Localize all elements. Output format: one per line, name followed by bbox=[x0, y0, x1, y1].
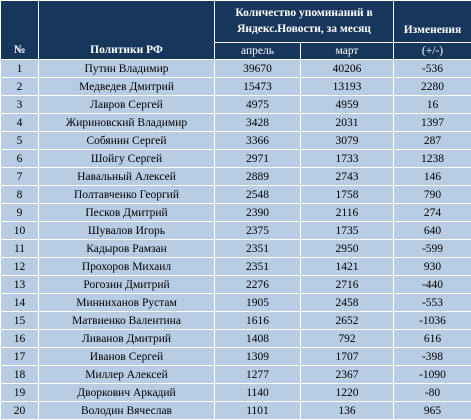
cell-number[interactable]: 16 bbox=[1, 330, 39, 348]
cell-politician-name[interactable]: Кадыров Рамзан bbox=[39, 240, 215, 258]
cell-march-count[interactable]: 1735 bbox=[301, 222, 394, 240]
cell-march-count[interactable]: 2367 bbox=[301, 366, 394, 384]
cell-march-count[interactable]: 4959 bbox=[301, 96, 394, 114]
cell-march-count[interactable]: 13193 bbox=[301, 78, 394, 96]
cell-april-count[interactable]: 3428 bbox=[215, 114, 301, 132]
cell-number[interactable]: 1 bbox=[1, 60, 39, 78]
cell-number[interactable]: 7 bbox=[1, 168, 39, 186]
cell-march-count[interactable]: 2116 bbox=[301, 204, 394, 222]
cell-change[interactable]: 790 bbox=[394, 186, 471, 204]
cell-politician-name[interactable]: Жириновский Владимир bbox=[39, 114, 215, 132]
cell-politician-name[interactable]: Шойгу Сергей bbox=[39, 150, 215, 168]
cell-april-count[interactable]: 2548 bbox=[215, 186, 301, 204]
table-row[interactable] bbox=[1, 276, 471, 294]
cell-april-count[interactable]: 1905 bbox=[215, 294, 301, 312]
cell-april-count[interactable]: 2390 bbox=[215, 204, 301, 222]
cell-number[interactable]: 11 bbox=[1, 240, 39, 258]
column-header-march[interactable]: март bbox=[301, 43, 394, 60]
cell-april-count[interactable]: 15473 bbox=[215, 78, 301, 96]
column-header-changes-unit[interactable]: (+/-) bbox=[394, 43, 471, 60]
table-row[interactable] bbox=[1, 312, 471, 330]
cell-number[interactable]: 17 bbox=[1, 348, 39, 366]
table-row[interactable] bbox=[1, 384, 471, 402]
cell-april-count[interactable]: 2276 bbox=[215, 276, 301, 294]
cell-april-count[interactable]: 2351 bbox=[215, 258, 301, 276]
table-row[interactable] bbox=[1, 132, 471, 150]
column-header-changes[interactable]: Изменения bbox=[394, 1, 471, 43]
cell-march-count[interactable]: 2950 bbox=[301, 240, 394, 258]
table-row[interactable] bbox=[1, 114, 471, 132]
table-row[interactable] bbox=[1, 168, 471, 186]
table-row[interactable] bbox=[1, 150, 471, 168]
cell-april-count[interactable]: 2889 bbox=[215, 168, 301, 186]
table-row[interactable] bbox=[1, 348, 471, 366]
cell-change[interactable]: -80 bbox=[394, 384, 471, 402]
cell-number[interactable]: 8 bbox=[1, 186, 39, 204]
cell-march-count[interactable]: 1421 bbox=[301, 258, 394, 276]
cell-april-count[interactable]: 1277 bbox=[215, 366, 301, 384]
cell-march-count[interactable]: 1733 bbox=[301, 150, 394, 168]
cell-politician-name[interactable]: Полтавченко Георгий bbox=[39, 186, 215, 204]
cell-politician-name[interactable]: Лавров Сергей bbox=[39, 96, 215, 114]
column-header-april[interactable]: апрель bbox=[215, 43, 301, 60]
cell-number[interactable]: 4 bbox=[1, 114, 39, 132]
table-row[interactable] bbox=[1, 60, 471, 78]
cell-politician-name[interactable]: Иванов Сергей bbox=[39, 348, 215, 366]
cell-number[interactable]: 10 bbox=[1, 222, 39, 240]
cell-change[interactable]: 616 bbox=[394, 330, 471, 348]
cell-politician-name[interactable]: Ливанов Дмитрий bbox=[39, 330, 215, 348]
cell-march-count[interactable]: 792 bbox=[301, 330, 394, 348]
cell-april-count[interactable]: 4975 bbox=[215, 96, 301, 114]
cell-change[interactable]: -398 bbox=[394, 348, 471, 366]
cell-change[interactable]: 1397 bbox=[394, 114, 471, 132]
cell-number[interactable]: 3 bbox=[1, 96, 39, 114]
cell-change[interactable]: 965 bbox=[394, 402, 471, 420]
cell-change[interactable]: -553 bbox=[394, 294, 471, 312]
table-row[interactable] bbox=[1, 204, 471, 222]
cell-politician-name[interactable]: Шувалов Игорь bbox=[39, 222, 215, 240]
cell-number[interactable]: 13 bbox=[1, 276, 39, 294]
cell-april-count[interactable]: 1140 bbox=[215, 384, 301, 402]
cell-april-count[interactable]: 1408 bbox=[215, 330, 301, 348]
cell-politician-name[interactable]: Путин Владимир bbox=[39, 60, 215, 78]
cell-number[interactable]: 18 bbox=[1, 366, 39, 384]
cell-number[interactable]: 12 bbox=[1, 258, 39, 276]
cell-politician-name[interactable]: Матвиенко Валентина bbox=[39, 312, 215, 330]
cell-number[interactable]: 19 bbox=[1, 384, 39, 402]
cell-march-count[interactable]: 136 bbox=[301, 402, 394, 420]
cell-march-count[interactable]: 2031 bbox=[301, 114, 394, 132]
cell-april-count[interactable]: 2375 bbox=[215, 222, 301, 240]
cell-march-count[interactable]: 1220 bbox=[301, 384, 394, 402]
cell-april-count[interactable]: 3366 bbox=[215, 132, 301, 150]
table-row[interactable] bbox=[1, 186, 471, 204]
cell-march-count[interactable]: 2716 bbox=[301, 276, 394, 294]
cell-april-count[interactable]: 1616 bbox=[215, 312, 301, 330]
column-header-politicians[interactable]: Политики РФ bbox=[39, 1, 215, 60]
cell-politician-name[interactable]: Дворкович Аркадий bbox=[39, 384, 215, 402]
cell-politician-name[interactable]: Володин Вячеслав bbox=[39, 402, 215, 420]
cell-politician-name[interactable]: Рогозин Дмитрий bbox=[39, 276, 215, 294]
cell-number[interactable]: 14 bbox=[1, 294, 39, 312]
cell-change[interactable]: 287 bbox=[394, 132, 471, 150]
cell-change[interactable]: -536 bbox=[394, 60, 471, 78]
cell-politician-name[interactable]: Навальный Алексей bbox=[39, 168, 215, 186]
table-row[interactable] bbox=[1, 78, 471, 96]
cell-politician-name[interactable]: Прохоров Михаил bbox=[39, 258, 215, 276]
table-row[interactable] bbox=[1, 402, 471, 420]
cell-change[interactable]: -1090 bbox=[394, 366, 471, 384]
cell-change[interactable]: 16 bbox=[394, 96, 471, 114]
cell-change[interactable]: 146 bbox=[394, 168, 471, 186]
cell-number[interactable]: 20 bbox=[1, 402, 39, 420]
cell-april-count[interactable]: 39670 bbox=[215, 60, 301, 78]
table-row[interactable] bbox=[1, 222, 471, 240]
cell-change[interactable]: -599 bbox=[394, 240, 471, 258]
cell-march-count[interactable]: 1758 bbox=[301, 186, 394, 204]
cell-march-count[interactable]: 3079 bbox=[301, 132, 394, 150]
column-group-header-mentions[interactable]: Количество упоминаний в Яндекс.Новости, за месяц bbox=[215, 1, 394, 43]
cell-number[interactable]: 2 bbox=[1, 78, 39, 96]
cell-politician-name[interactable]: Миллер Алексей bbox=[39, 366, 215, 384]
cell-march-count[interactable]: 2743 bbox=[301, 168, 394, 186]
cell-number[interactable]: 15 bbox=[1, 312, 39, 330]
cell-politician-name[interactable]: Песков Дмитрий bbox=[39, 204, 215, 222]
cell-change[interactable]: 1238 bbox=[394, 150, 471, 168]
cell-number[interactable]: 6 bbox=[1, 150, 39, 168]
cell-number[interactable]: 5 bbox=[1, 132, 39, 150]
table-row[interactable] bbox=[1, 294, 471, 312]
cell-change[interactable]: 930 bbox=[394, 258, 471, 276]
table-row[interactable] bbox=[1, 240, 471, 258]
cell-march-count[interactable]: 2458 bbox=[301, 294, 394, 312]
column-header-number[interactable]: № bbox=[1, 1, 39, 60]
cell-april-count[interactable]: 1101 bbox=[215, 402, 301, 420]
table-body bbox=[1, 60, 471, 420]
table-row[interactable] bbox=[1, 258, 471, 276]
cell-number[interactable]: 9 bbox=[1, 204, 39, 222]
cell-politician-name[interactable]: Собянин Сергей bbox=[39, 132, 215, 150]
table-row[interactable] bbox=[1, 366, 471, 384]
table-row[interactable] bbox=[1, 96, 471, 114]
cell-change[interactable]: 2280 bbox=[394, 78, 471, 96]
cell-march-count[interactable]: 40206 bbox=[301, 60, 394, 78]
cell-politician-name[interactable]: Минниханов Рустам bbox=[39, 294, 215, 312]
cell-change[interactable]: 274 bbox=[394, 204, 471, 222]
cell-change[interactable]: -440 bbox=[394, 276, 471, 294]
cell-april-count[interactable]: 2351 bbox=[215, 240, 301, 258]
table-row[interactable] bbox=[1, 330, 471, 348]
cell-change[interactable]: 640 bbox=[394, 222, 471, 240]
cell-march-count[interactable]: 1707 bbox=[301, 348, 394, 366]
cell-april-count[interactable]: 2971 bbox=[215, 150, 301, 168]
cell-politician-name[interactable]: Медведев Дмитрий bbox=[39, 78, 215, 96]
cell-april-count[interactable]: 1309 bbox=[215, 348, 301, 366]
cell-change[interactable]: -1036 bbox=[394, 312, 471, 330]
cell-march-count[interactable]: 2652 bbox=[301, 312, 394, 330]
